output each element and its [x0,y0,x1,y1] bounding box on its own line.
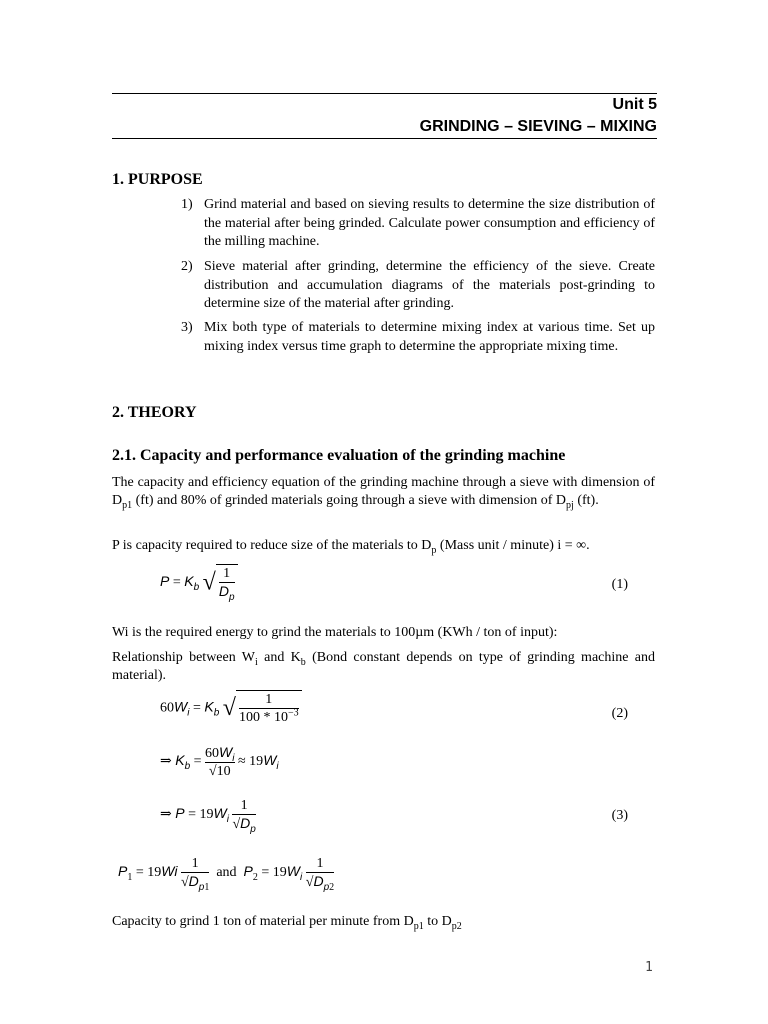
purpose-item [181,196,655,252]
unit-title: GRINDING – SIEVING – MIXING [419,118,657,135]
theory-paragraph-2 [112,537,655,555]
subscript: b [300,656,306,668]
subscript: p2 [451,920,462,932]
header-top-rule [112,93,657,94]
purpose-item-text: Grind material and based on sieving results to determine the size distribution of the material after being grinded. Calculate power consumption and efficiency of the milling machine. [204,197,655,249]
unit-label: Unit 5 [612,96,657,113]
purpose-item-text: Sieve material after grinding, determine the efficiency of the sieve. Create distribution and accumulation diagrams of the materials post-grinding to determine size of the material after grinding. [204,259,655,311]
purpose-item [181,319,655,356]
text-run: The capacity and efficiency equation of the grinding machine through a sieve with dimension of D [112,475,655,508]
subscript: p1 [413,920,424,932]
text-run: Relationship between W [112,650,256,665]
theory-paragraph-4 [112,649,655,685]
equation-3-number: (3) [611,808,628,823]
page-number: 1 [645,960,653,975]
subscript: i [255,656,258,668]
equation-1: $P = K_b$ √ $\frac{1}{D_p}$ [160,564,238,601]
equation-p1-p2: $P_1 = 19Wi$ $\frac{1}{√D_{p1}}$ and $P_2 = 19W_i$ $\frac{1}{√D_{p2}}$ [118,856,335,893]
equation-1-number: (1) [611,577,628,592]
header-bottom-rule [112,138,657,139]
text-run: and K [257,650,301,665]
subscript: p [431,544,437,556]
text-run: P is capacity required to reduce size of the materials to D [112,538,432,553]
equation-2: $60W_i = K_b$ √ $\frac{1}{100 * 10^{-3}}$ [160,690,302,726]
equation-kb-derivation: ⇒ $K_b$ = $\frac{60W_i}{√10}$ ≈ $19W_i$ [160,744,279,779]
purpose-item-number: 1) [181,197,193,212]
and-word: and [216,865,237,881]
equation-3: ⇒ $P = 19W_i$ $\frac{1}{√D_p}$ [160,798,256,835]
subscript: pj [566,499,574,511]
theory-paragraph-5 [112,913,655,931]
text-run: Capacity to grind 1 ton of material per minute from D [112,914,414,929]
equation-2-number: (2) [611,706,628,721]
theory-paragraph-1 [112,474,655,510]
purpose-item-text: Mix both type of materials to determine mixing index at various time. Set up mixing index versus time graph to determine the appropriate mixing time. [204,320,655,354]
theory-heading: 2. THEORY [112,404,197,421]
purpose-item-number: 3) [181,320,193,335]
purpose-item-number: 2) [181,259,193,274]
purpose-heading: 1. PURPOSE [112,171,203,188]
text-run: (ft). [573,493,599,508]
theory-paragraph-3: Wi is the required energy to grind the materials to 100µm (KWh / ton of input): [112,625,558,640]
text-run: (Mass unit / minute) i = ∞. [436,538,590,553]
text-run: (ft) and 80% of grinded materials going through a sieve with dimension of D [132,493,567,508]
text-run: to D [423,914,452,929]
text-run: (Bond constant depends on type of grinding machine and material). [112,650,656,683]
purpose-item [181,258,655,314]
theory-subheading: 2.1. Capacity and performance evaluation of the grinding machine [112,447,566,464]
subscript: p1 [122,499,133,511]
